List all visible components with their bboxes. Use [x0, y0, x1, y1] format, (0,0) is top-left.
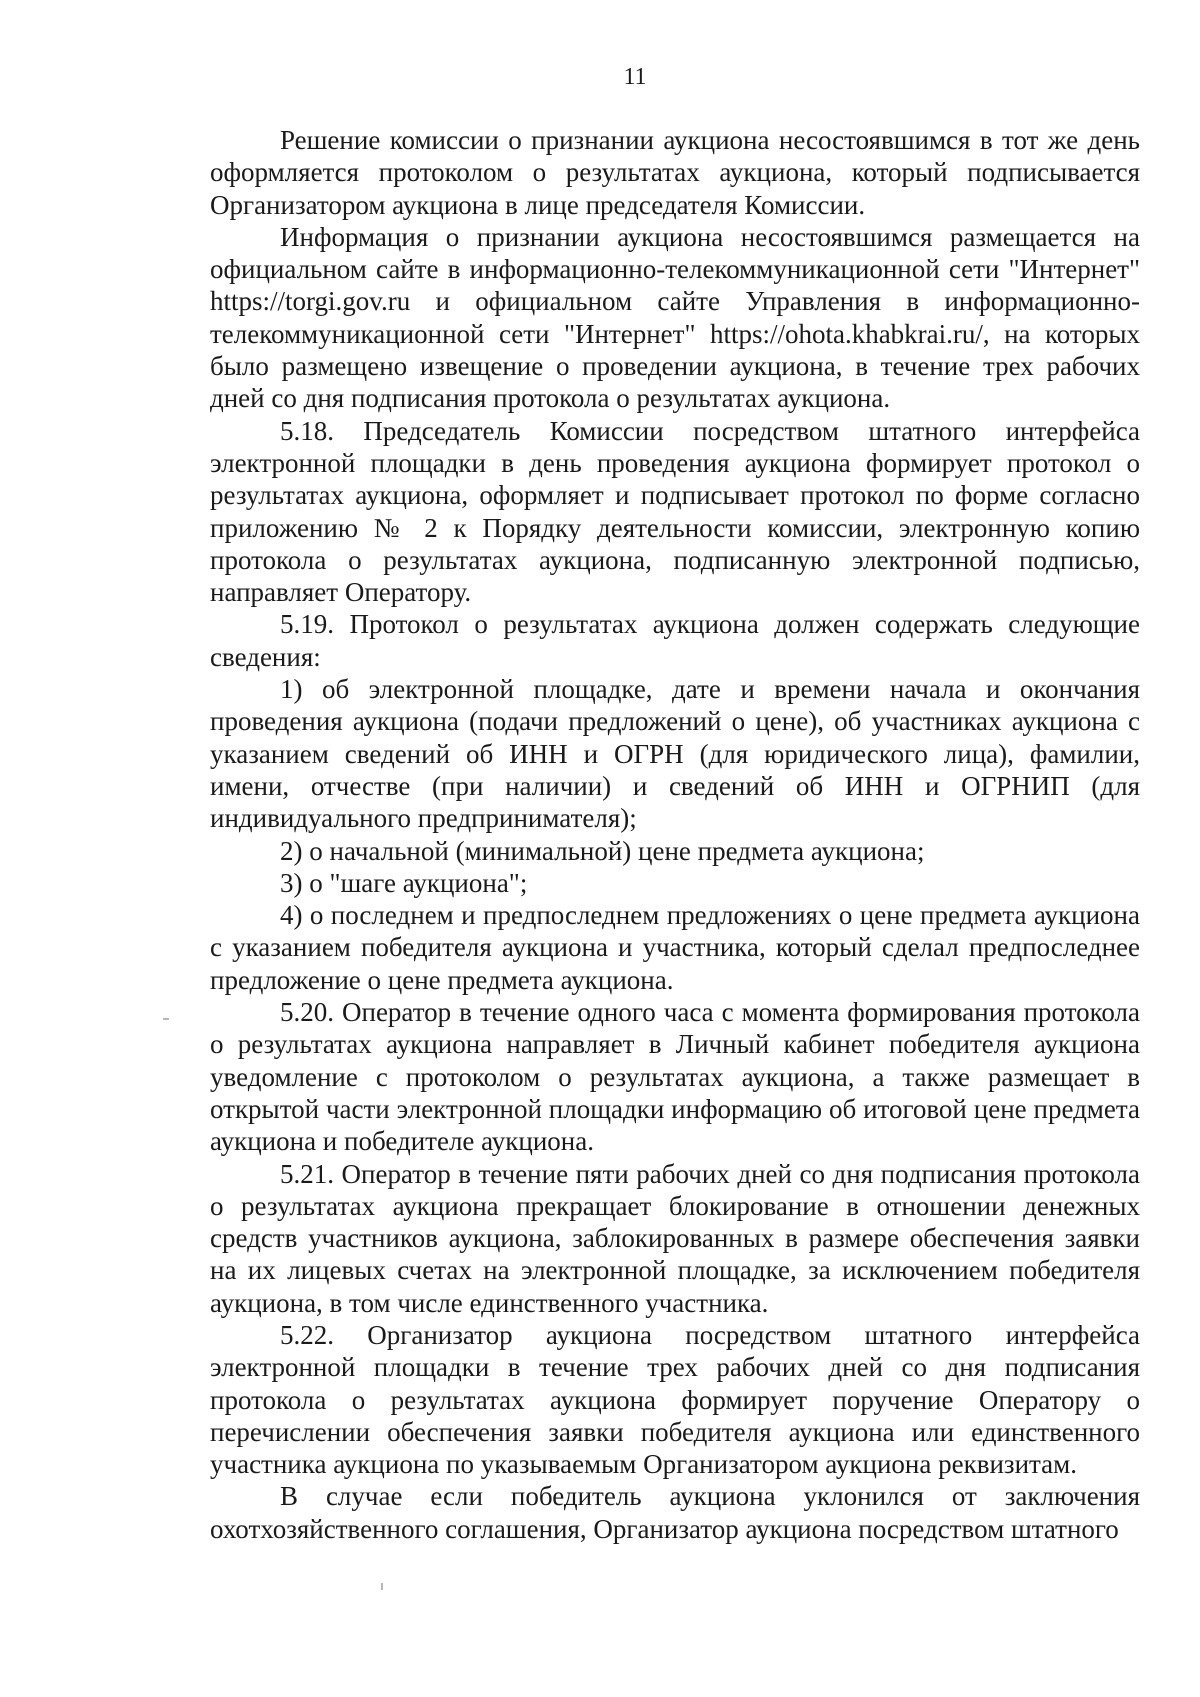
paragraph-failure-info: Информация о признании аукциона несостоявшимся размещается на официальном сайте в информационно-телекоммуникационной сети "Интернет" https://torgi.gov.ru и официальном сайте Управления в информационно-телекоммуникационной сети "Интернет" https://ohota.khabkrai.ru/, на которых было размещено извещение о проведении аукциона, в течение трех рабочих дней со дня подписания протокола о результатах аукциона.: [210, 221, 1140, 414]
list-item-3: 3) о "шаге аукциона";: [280, 867, 528, 898]
paragraph-5-20: 5.20. Оператор в течение одного часа с момента формирования протокола о результатах аукциона направляет в Личный кабинет победителя аукциона уведомление с протоколом о результатах аукциона, а также размещает в открытой части электронной площадки информацию об итоговой цене предмета аукциона и победителе аукциона.: [210, 997, 1140, 1157]
paragraph-5-19: 5.19. Протокол о результатах аукциона должен содержать следующие сведения:: [210, 609, 1140, 672]
list-item-1: 1) об электронной площадке, дате и времени начала и окончания проведения аукциона (подачи предложений о цене), об участниках аукциона с указанием сведений об ИНН и ОГРН (для юридического лица), фамилии, имени, отчестве (при наличии) и сведений об ИНН и ОГРНИП (для индивидуального предпринимателя);: [210, 674, 1140, 834]
paragraph-5-21: 5.21. Оператор в течение пяти рабочих дней со дня подписания протокола о результатах аукциона прекращает блокирование в отношении денежных средств участников аукциона, заблокированных в размере обеспечения заявки на их лицевых счетах на электронной площадке, за исключением победителя аукциона, в том числе единственного участника.: [210, 1158, 1140, 1318]
scan-artifact-left: [163, 1018, 169, 1020]
scan-artifact-bottom: [381, 1583, 383, 1590]
paragraph-5-22: 5.22. Организатор аукциона посредством штатного интерфейса электронной площадки в течение трех рабочих дней со дня подписания протокола о результатах аукциона формирует поручение Оператору о перечислении обеспечения заявки победителя аукциона или единственного участника аукциона по указываемым Организатором аукциона реквизитам.: [210, 1319, 1140, 1480]
document-body: [210, 124, 1140, 1545]
paragraph-evasion-case: В случае если победитель аукциона уклонился от заключения охотхозяйственного соглашения, Организатор аукциона посредством штатного: [210, 1481, 1140, 1544]
list-item-4: 4) о последнем и предпоследнем предложениях о цене предмета аукциона с указанием победителя аукциона и участника, который сделал предпоследнее предложение о цене предмета аукциона.: [210, 900, 1140, 995]
page-number: 11: [623, 64, 647, 90]
list-item-2: 2) о начальной (минимальной) цене предмета аукциона;: [280, 835, 925, 866]
paragraph-5-18: 5.18. Председатель Комиссии посредством штатного интерфейса электронной площадки в день проведения аукциона формирует протокол о результатах аукциона, оформляет и подписывает протокол по форме согласно приложению № 2 к Порядку деятельности комиссии, электронную копию протокола о результатах аукциона, подписанную электронной подписью, направляет Оператору.: [210, 415, 1140, 608]
paragraph-commission-decision: Решение комиссии о признании аукциона несостоявшимся в тот же день оформляется протоколом о результатах аукциона, который подписывается Организатором аукциона в лице председателя Комиссии.: [210, 125, 1140, 220]
